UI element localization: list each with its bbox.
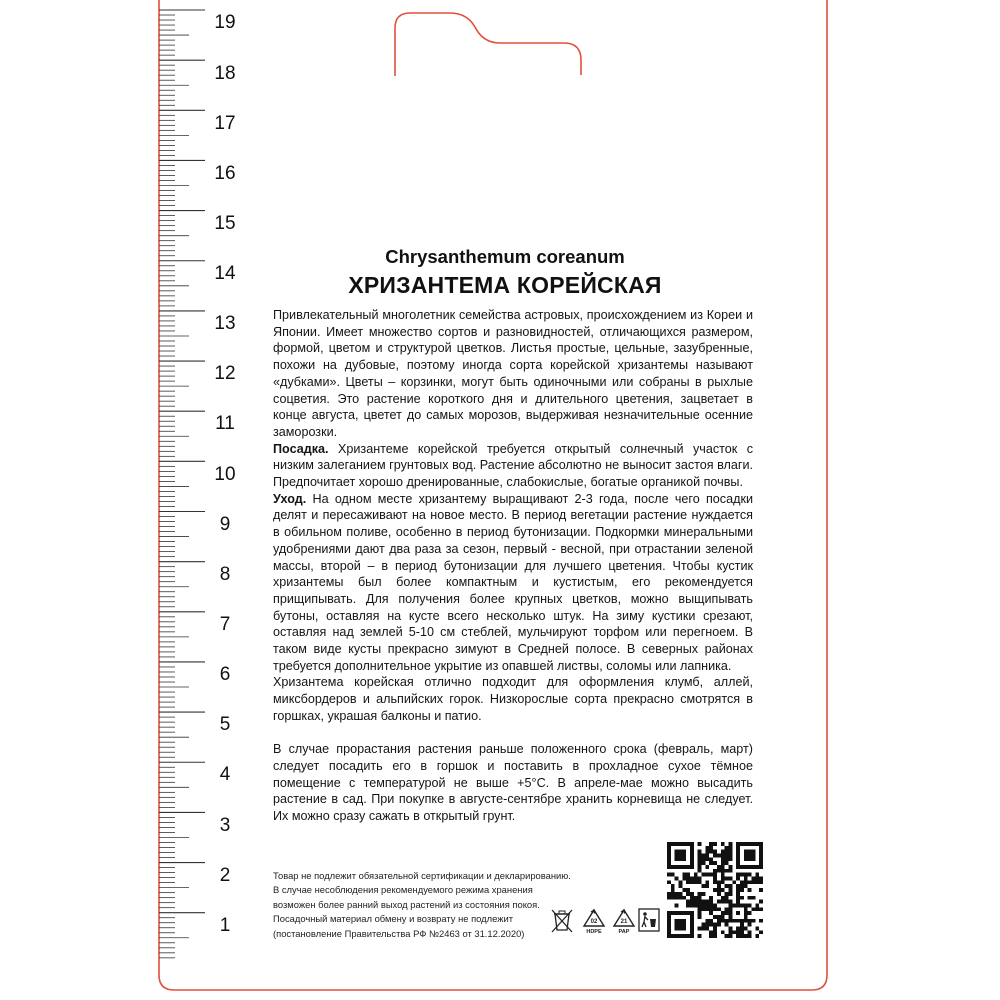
- qr-code[interactable]: [667, 842, 763, 938]
- ruler-number-15: 15: [214, 213, 236, 234]
- care-text: На одном месте хризантему выращивают 2-3 года, после чего посадки делят и пересаживают на новое место. В период вегетации растение нуждается в обильном поливе, особенно в период бутонизации. Подкормки минеральными удобрениями дают два раза за сезон, первый - весной, при отрастании зеленой массы, второй – в период бутонизации для лучшего цветения. Чтобы кустик хризантемы был более компактным и кустистым, его рекомендуется прищипывать. Для получения более крупных цветков, можно выщипывать бутоны, оставляя на кусте всего несколько штук. На зиму кустики срезают, оставляя над землей 5-10 см стеблей, мульчируют торфом или перегноем. В таком виде кусты прекрасно зимуют в Средней полосе. В северных районах требуется дополнительное укрытие из опавшей листвы, соломы или лапника.: [273, 491, 753, 673]
- hdpe-recycle-icon: [581, 908, 607, 934]
- ruler-number-2: 2: [219, 865, 231, 886]
- ruler-number-19: 19: [214, 12, 236, 33]
- pap-label: PAP: [618, 929, 630, 934]
- planting-label: Посадка.: [273, 441, 329, 456]
- tidy-man-icon: [638, 908, 660, 934]
- latin-name: Chrysanthemum coreanum: [385, 246, 625, 267]
- footnote-line: (постановление Правительства РФ №2463 от 31.12.2020): [273, 927, 525, 939]
- storage-paragraph: В случае прорастания растения раньше положенного срока (февраль, март) следует посадить его в горшок и поставить в прохладное сухое тёмное помещение с температурой не выше +5°C. В апреле-мае можно высадить растение в сад. При покупке в августе-сентябре хранить корневища не следует. Их можно сразу сажать в открытый грунт.: [273, 742, 753, 824]
- ruler-number-8: 8: [219, 564, 231, 585]
- legal-footnote: [273, 869, 593, 941]
- planting-text: Хризантеме корейской требуется открытый солнечный участок с низким залеганием грунтовых вод. Растение абсолютно не выносит застоя влаги. Предпочитает хорошо дренированные, слабокислые, богатые органикой почвы.: [273, 441, 753, 490]
- footnote-line: В случае несоблюдения рекомендуемого режима хранения: [273, 884, 533, 896]
- ruler-number-17: 17: [214, 113, 236, 134]
- ruler-number-12: 12: [214, 363, 236, 384]
- care-paragraph: [273, 491, 753, 675]
- hdpe-label: HDPE: [586, 929, 602, 934]
- pap-recycle-icon: [611, 908, 637, 934]
- usage-paragraph: Хризантема корейская отлично подходит для оформления клумб, аллей, миксбордеров и альпийских горок. Низкорослые сорта прекрасно смотрятся в горшках, украшая балконы и патио.: [273, 675, 753, 723]
- footnote-line: возможен более ранний выход растений из состояния покоя.: [273, 898, 540, 910]
- ruler-number-7: 7: [219, 614, 231, 635]
- ruler-number-13: 13: [214, 313, 236, 334]
- ruler-number-14: 14: [214, 263, 236, 284]
- ruler-number-6: 6: [219, 664, 231, 685]
- ruler-number-4: 4: [219, 764, 231, 785]
- hdpe-code: 02: [590, 919, 598, 925]
- ruler-number-5: 5: [219, 714, 231, 735]
- product-title: ХРИЗАНТЕМА КОРЕЙСКАЯ: [348, 272, 662, 298]
- footnote-line: Товар не подлежит обязательной сертификации и декларированию.: [273, 870, 571, 881]
- ruler-number-10: 10: [214, 464, 236, 485]
- ruler-ticks: [159, 10, 205, 958]
- footnote-line: Посадочный материал обмену и возврату не подлежит: [273, 913, 514, 925]
- description: [273, 307, 753, 825]
- ruler-number-1: 1: [219, 915, 231, 936]
- ruler-number-16: 16: [214, 163, 236, 184]
- ruler-number-18: 18: [214, 63, 236, 84]
- no-waste-bin-icon: [550, 908, 574, 934]
- intro-paragraph: Привлекательный многолетник семейства астровых, происхождением из Кореи и Японии. Имеет множество сортов и разновидностей, отличающихся размером, формой, цветом и структурой цветков. Листья простые, цельные, зазубренные, похожи на дубовые, поэтому иногда сорта корейской хризантемы называют «дубками». Цветы – корзинки, могут быть одиночными или собраны в рыхлые соцветия. Это растение короткого дня и длительного цветения, зацветает в конце августа, цветет до самых морозов, выдерживая незначительные осенние заморозки.: [273, 308, 753, 439]
- ruler-number-3: 3: [219, 815, 231, 836]
- care-label: Уход.: [273, 491, 307, 506]
- ruler-number-9: 9: [219, 514, 231, 535]
- pap-code: 21: [620, 919, 628, 925]
- ruler-number-11: 11: [215, 413, 235, 434]
- planting-paragraph: [273, 441, 753, 491]
